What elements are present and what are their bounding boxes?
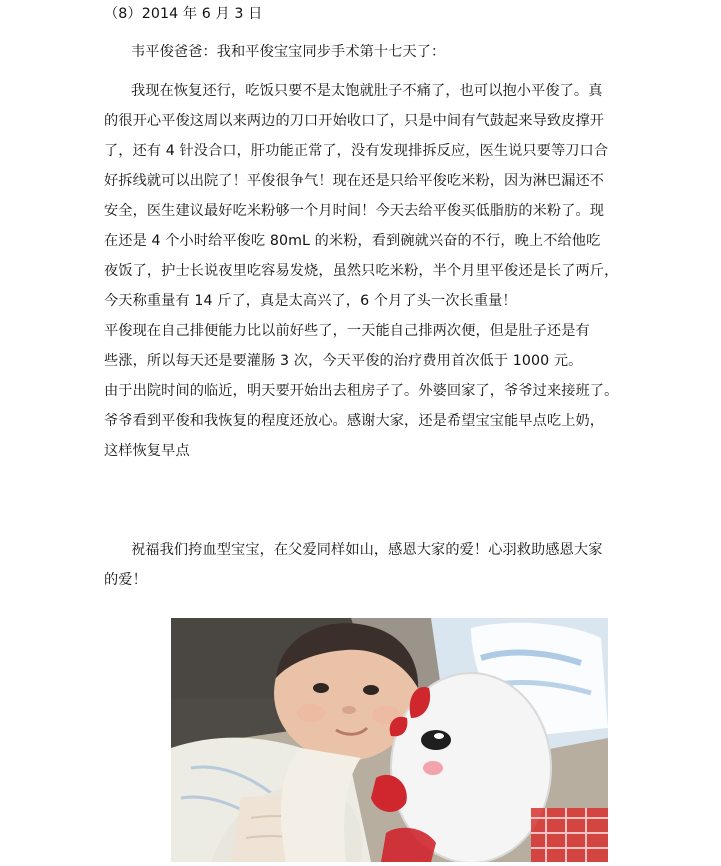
- paragraph-line: 今天称重量有 14 斤了，真是太高兴了，6 个月了头一次长重量！: [104, 293, 517, 309]
- paragraph-line: 由于出院时间的临近，明天要开始出去租房子了。外婆回家了，爷爷过来接班了。: [104, 383, 619, 399]
- date-heading: （8）2014 年 6 月 3 日: [104, 6, 263, 22]
- baby-photo: [171, 618, 608, 862]
- paragraph-line: 好拆线就可以出院了！平俊很争气！现在还是只给平俊吃米粉，因为淋巴漏还不: [104, 173, 605, 189]
- paragraph-line: 夜饭了，护士长说夜里吃容易发烧，虽然只吃米粉，半个月里平俊还是长了两斤，: [104, 263, 619, 279]
- paragraph-line: 这样恢复早点: [104, 443, 190, 459]
- paragraph-line: 爷爷看到平俊和我恢复的程度还放心。感谢大家，还是希望宝宝能早点吃上奶，: [104, 413, 605, 429]
- paragraph-line: 的爱！: [104, 572, 147, 588]
- paragraph-line: 祝福我们挎血型宝宝，在父爱同样如山，感恩大家的爱！心羽救助感恩大家: [131, 542, 603, 558]
- paragraph-line: 平俊现在自己排便能力比以前好些了，一天能自己排两次便，但是肚子还是有: [104, 323, 590, 339]
- paragraph-line: 些涨，所以每天还是要灌肠 3 次，今天平俊的治疗费用首次低于 1000 元。: [104, 353, 583, 369]
- paragraph-line: 在还是 4 个小时给平俊吃 80mL 的米粉，看到碗就兴奋的不行，晚上不给他吃: [104, 233, 601, 249]
- paragraph-line: 的很开心平俊这周以来两边的刀口开始收口了，只是中间有气鼓起来导致皮撑开: [104, 113, 605, 129]
- paragraph-line: 了，还有 4 针没合口，肝功能正常了，没有发现排拆反应，医生说只要等刀口合: [104, 143, 609, 159]
- paragraph-line: 我现在恢复还行，吃饭只要不是太饱就肚子不痛了，也可以抱小平俊了。真: [131, 83, 603, 99]
- paragraph-line: 安全，医生建议最好吃米粉够一个月时间！今天去给平俊买低脂肪的米粉了。现: [104, 203, 605, 219]
- salutation: 韦平俊爸爸：我和平俊宝宝同步手术第十七天了：: [131, 44, 446, 60]
- baby-photo-icon: [171, 618, 608, 862]
